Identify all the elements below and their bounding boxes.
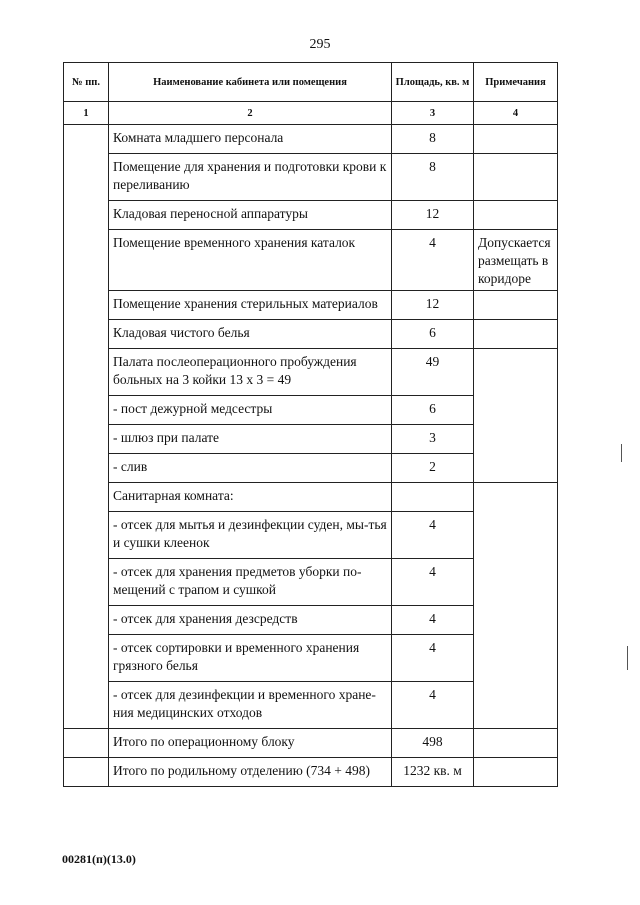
room-name: - отсек для дезинфекции и временного хране-ния медицинских отходов [109,682,392,729]
room-name: - отсек для хранения дезсредств [109,606,392,635]
column-number-4: 4 [474,102,558,125]
room-name: Кладовая переносной аппаратуры [109,201,392,230]
room-area: 6 [392,320,474,349]
room-area: 4 [392,635,474,682]
total-note [474,729,558,758]
room-area: 4 [392,682,474,729]
total-label: Итого по операционному блоку [109,729,392,758]
document-code: 00281(п)(13.0) [62,852,136,866]
column-number-1: 1 [64,102,109,125]
room-note [474,154,558,201]
total-row [64,758,558,787]
header-number: № пп. [64,63,109,102]
table-row [64,349,558,396]
row-number-cell [64,125,109,729]
room-name: - слив [109,454,392,483]
room-name: - отсек для хранения предметов уборки по-мещений с трапом и сушкой [109,559,392,606]
room-area: 8 [392,125,474,154]
column-number-2: 2 [109,102,392,125]
room-note [474,201,558,230]
rooms-table [63,62,558,787]
table-row [64,201,558,230]
room-area: 12 [392,291,474,320]
total-row [64,729,558,758]
table-header-row [64,63,558,102]
room-name: - шлюз при палате [109,425,392,454]
room-name: Помещение хранения стерильных материалов [109,291,392,320]
room-name: Санитарная комната: [109,483,392,512]
header-area: Площадь, кв. м [392,63,474,102]
room-area: 49 [392,349,474,396]
room-note [474,349,558,483]
room-name: Комната младшего персонала [109,125,392,154]
total-area: 1232 кв. м [392,758,474,787]
room-name: - отсек сортировки и временного хранения грязного белья [109,635,392,682]
room-name: Помещение временного хранения каталок [109,230,392,291]
table-row [64,154,558,201]
room-note [474,483,558,729]
table-row [64,320,558,349]
table-row [64,291,558,320]
room-area: 4 [392,559,474,606]
room-note [474,125,558,154]
total-area: 498 [392,729,474,758]
room-name: Палата послеоперационного пробуждения больных на 3 койки 13 х 3 = 49 [109,349,392,396]
scan-mark [627,646,628,670]
room-area: 8 [392,154,474,201]
room-area: 2 [392,454,474,483]
header-name: Наименование кабинета или помещения [109,63,392,102]
room-note [474,291,558,320]
scan-mark [621,444,622,462]
table-row [64,483,558,512]
room-area: 3 [392,425,474,454]
room-note: Допускается размещать в коридоре [474,230,558,291]
room-area: 12 [392,201,474,230]
room-name: - пост дежурной медсестры [109,396,392,425]
page-number: 295 [309,37,331,52]
column-numbering-row [64,102,558,125]
row-number-cell [64,729,109,758]
column-number-3: 3 [392,102,474,125]
room-area: 4 [392,512,474,559]
room-note [474,320,558,349]
header-notes: Примечания [474,63,558,102]
room-area: 4 [392,606,474,635]
room-name: Помещение для хранения и подготовки крови к переливанию [109,154,392,201]
room-name: Кладовая чистого белья [109,320,392,349]
total-note [474,758,558,787]
row-number-cell [64,758,109,787]
room-area: 4 [392,230,474,291]
room-area [392,483,474,512]
room-name: - отсек для мытья и дезинфекции суден, мы-тья и сушки клеенок [109,512,392,559]
table-row [64,125,558,154]
total-label: Итого по родильному отделению (734 + 498) [109,758,392,787]
room-area: 6 [392,396,474,425]
table-row [64,230,558,291]
